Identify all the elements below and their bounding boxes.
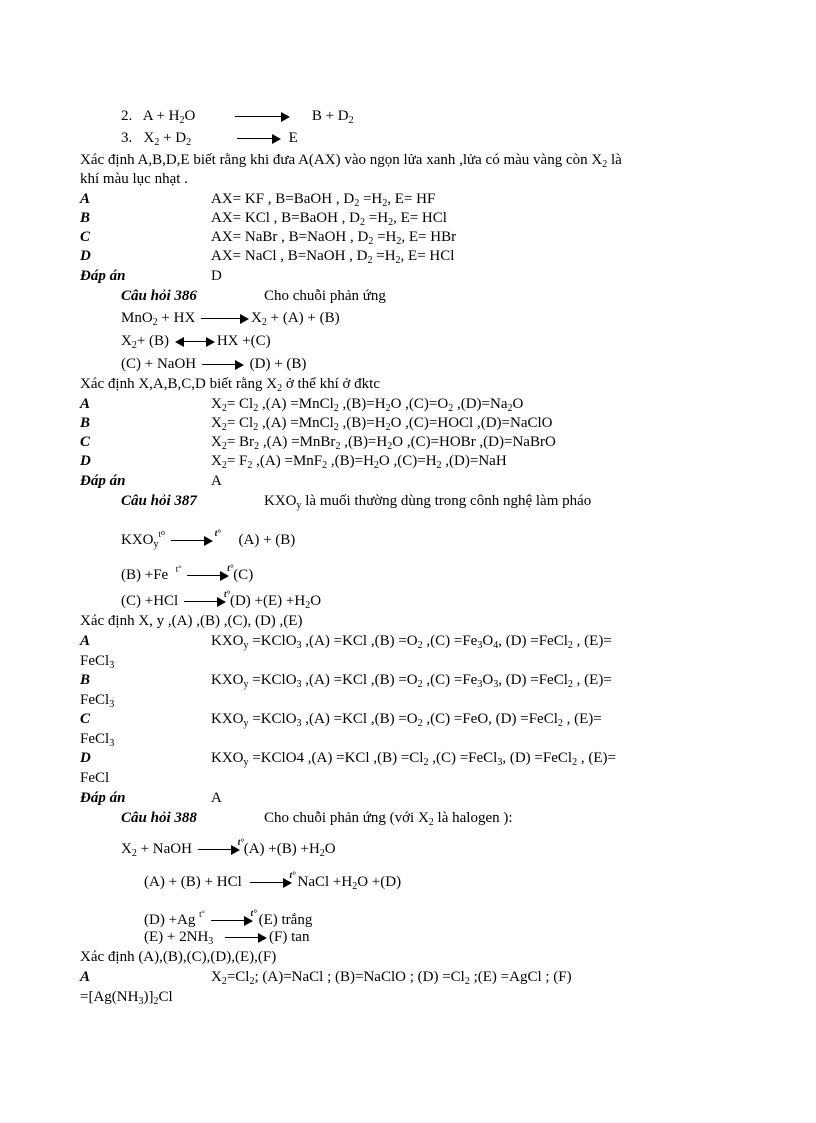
option-b-387: B — [80, 672, 91, 688]
option-c-386: C — [80, 434, 91, 450]
heat-arrow-icon: t° — [171, 536, 213, 546]
option-a-388: A — [80, 969, 91, 985]
answer-value-386: A — [211, 473, 222, 489]
option-c-387-text: $KXO_y$ =KClO$_3$ ,(A) =KCl $,(B) =O_2$ ,(C) =FeO, (D) =FeCl$_2$ , (E)= — [211, 711, 602, 729]
question-prompt-386: Xác định X,A,B,C,D biết rằng $X_2$ ở thể khí ở đktc — [80, 376, 380, 394]
option-d-386: D — [80, 453, 91, 469]
option-c-387: C — [80, 711, 91, 727]
reaction-4-388: $(E) + 2NH_3$ (F) tan — [144, 929, 310, 947]
reaction-3-387: (C) +HCl t° $(D) +(E) +H_2O$ — [121, 588, 322, 611]
equation-3: 3. $X_2 + D_2$ E — [121, 130, 298, 148]
question-prompt-388: Xác định (A),(B),(C),(D),(E),(F) — [80, 949, 277, 965]
option-b-387-text: $KXO_y$ =KClO$_3$ ,(A) =KCl $,(B) =O_2$ $,(C) =Fe_3O_3$, (D) =FeCl$_2$ , (E)= — [211, 672, 612, 690]
answer-label: Đáp án — [80, 268, 126, 284]
option-a-387-text: $KXO_y$ =KClO$_3$ ,(A) =KCl $,(B) =O_2$ $,(C) =Fe_3O_4$, (D) =FeCl$_2$ , (E)= — [211, 633, 612, 651]
reaction-3: (C) + NaOH (D) + (B) — [121, 356, 307, 372]
reaction-3-388: (D) +Ag $^{t^\circ}$ t° (E) trắng — [144, 907, 313, 928]
option-a-387: A — [80, 633, 91, 649]
option-a-388-cont: $=[Ag(NH_3)]_2Cl$ — [80, 989, 173, 1007]
option-c-387-cont: FeCl$_3$ — [80, 731, 115, 749]
option-d-387: D — [80, 750, 91, 766]
equation-2: 2. $A + H_2O$ $B + D_2$ — [121, 108, 354, 126]
question-title-388: Câu hỏi 388 — [121, 810, 197, 826]
reaction-1: MnO$_2$ + HX $X_2 + (A) + (B)$ — [121, 310, 340, 328]
heat-arrow-icon: t° — [184, 597, 226, 607]
option-c: C — [80, 229, 91, 245]
option-a-387-cont: FeCl$_3$ — [80, 653, 115, 671]
heat-arrow-icon: t° — [198, 845, 240, 855]
double-arrow-icon — [175, 337, 215, 347]
answer-label-386: Đáp án — [80, 473, 126, 489]
question-intro-386: Cho chuỗi phản ứng — [264, 288, 386, 304]
option-b-386: B — [80, 415, 91, 431]
answer-value-387: A — [211, 790, 222, 806]
option-a-386: A — [80, 396, 91, 412]
question-title-387: Câu hỏi 387 — [121, 493, 197, 509]
reaction-2-388: (A) + (B) + HCl t° NaCl $+H_2O +(D)$ — [144, 869, 402, 892]
option-d: D — [80, 248, 91, 264]
option-d-386-text: $X_2= F_2$ ,(A) =MnF$_2$ $,(B)=H_2O$ $,(C)=H_2$ ,(D)=NaH — [211, 453, 507, 471]
option-b-text: AX= KCl , B=BaOH , $D_2 =H_2$, E= HCl — [211, 210, 447, 228]
question-prompt-cont: khí màu lục nhạt . — [80, 171, 188, 187]
option-c-386-text: $X_2= Br_2$ ,(A) =MnBr$_2$ $,(B)=H_2O$ ,(C)=HOBr ,(D)=NaBrO — [211, 434, 556, 452]
option-a-388-text: $X_2=Cl_2$; (A)=NaCl ; (B)=NaClO ; $(D) =Cl_2$ ;(E) =AgCl ; (F) — [211, 969, 572, 987]
reaction-1-387: $KXO_y^{to}$ t° (A) + (B) — [121, 527, 296, 550]
question-intro-388: Cho chuỗi phản ứng (với $X_2$ là halogen ): — [264, 810, 513, 828]
option-b-387-cont: FeCl$_3$ — [80, 692, 115, 710]
arrow-icon — [201, 314, 249, 324]
option-d-387-cont: FeCl — [80, 770, 110, 786]
heat-arrow-icon: t° — [211, 916, 253, 926]
reaction-2-387: (B) +Fe $^{t^\circ}$ t° (C) — [121, 562, 254, 583]
option-b-386-text: $X_2= Cl_2$ ,(A) =MnCl$_2$ $,(B)=H_2O$ ,(C)=HOCl ,(D)=NaClO — [211, 415, 553, 433]
option-c-text: AX= NaBr , B=NaOH , $D_2 =H_2$, E= HBr — [211, 229, 457, 247]
option-a-386-text: $X_2= Cl_2$ ,(A) =MnCl$_2$ $,(B)=H_2O$ $,(C)=O_2$ $,(D)=Na_2O$ — [211, 396, 524, 414]
option-a-text: AX= KF , B=BaOH , $D_2 =H_2$, E= HF — [211, 191, 436, 209]
reaction-2: $X_2+ (B)$ HX +(C) — [121, 333, 271, 351]
arrow-icon — [202, 360, 244, 370]
answer-value: D — [211, 268, 222, 284]
arrow-icon — [225, 933, 267, 943]
arrow-icon — [235, 112, 290, 122]
reaction-1-388: $X_2$ + NaOH t° $(A) +(B) +H_2O$ — [121, 836, 336, 859]
question-title-386: Câu hỏi 386 — [121, 288, 197, 304]
heat-arrow-icon: t° — [250, 878, 292, 888]
option-b: B — [80, 210, 91, 226]
answer-label-387: Đáp án — [80, 790, 126, 806]
arrow-icon — [237, 134, 281, 144]
option-d-387-text: $KXO_y$ =KClO4 ,(A) =KCl $,(B) =Cl_2$ ,(C) =FeCl$_3$, (D) =FeCl$_2$ , (E)= — [211, 750, 616, 768]
option-a: A — [80, 191, 91, 207]
question-prompt: Xác định A,B,D,E biết rằng khi đưa A(AX) vào ngọn lửa xanh ,lửa có màu vàng còn $X_2$ là — [80, 152, 622, 170]
question-prompt-387: Xác định X, y ,(A) ,(B) ,(C), (D) ,(E) — [80, 613, 303, 629]
question-intro-387: $KXO_y$ là muối thường dùng trong cônh nghệ làm pháo — [264, 493, 592, 511]
heat-arrow-icon: t° — [187, 571, 229, 581]
option-d-text: AX= NaCl , B=NaOH , $D_2 =H_2$, E= HCl — [211, 248, 455, 266]
